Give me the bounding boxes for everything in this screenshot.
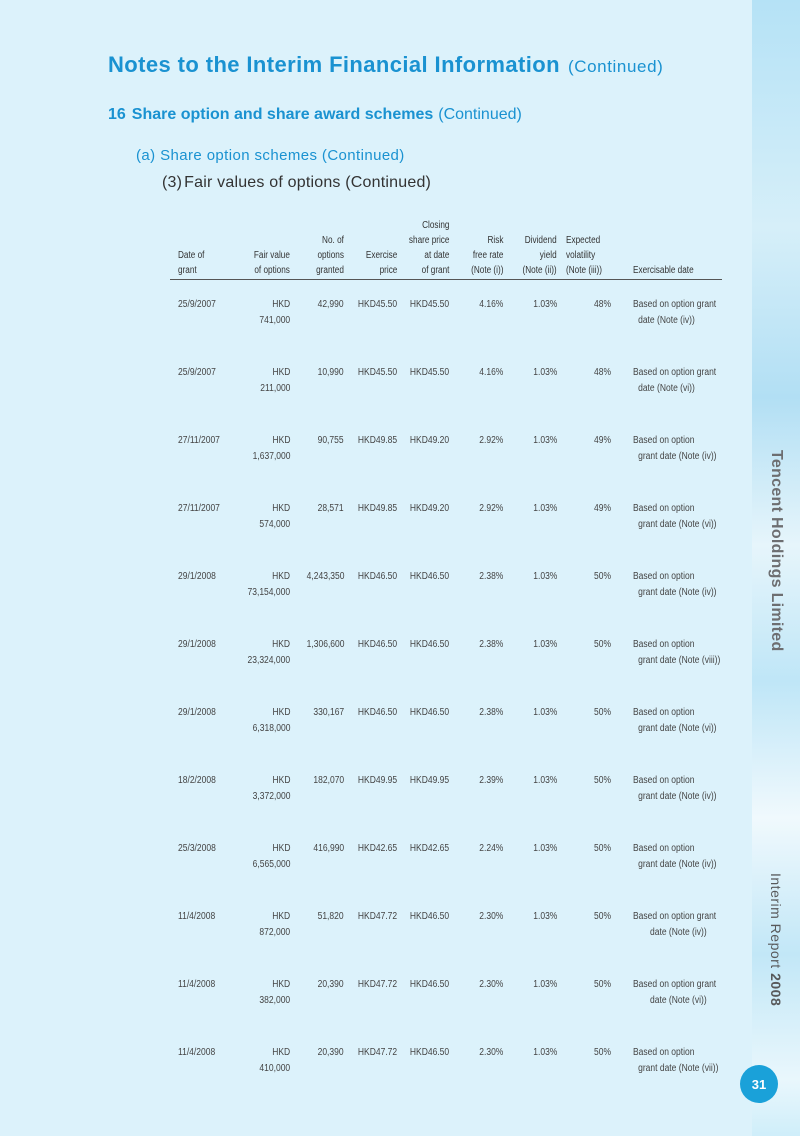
cell-closing-share-price: HKD46.50 [409,707,449,718]
cell-dividend-yield: 1.03% [532,1047,557,1058]
cell-fair-value: HKD 1,637,000 [252,435,290,462]
cell-fair-value: HKD 6,318,000 [252,707,290,734]
cell-date-of-grant: 25/3/2008 [178,843,216,854]
table-row [170,620,722,688]
cell-closing-share-price: HKD49.20 [409,503,449,514]
cell-expected-volatility: 50% [593,843,611,854]
cell-closing-share-price: HKD42.65 [409,843,449,854]
cell-closing-share-price: HKD46.50 [409,1047,449,1058]
section-suffix: (Continued) [438,106,522,123]
cell-dividend-yield: 1.03% [532,843,557,854]
cell-dividend-yield: 1.03% [532,299,557,310]
cell-fair-value: HKD 23,324,000 [247,639,290,666]
page-title [108,52,663,78]
cell-exercisable-date: Based on option grant date (Note (viii)) [633,639,721,666]
header-options-granted: No. of options granted [316,235,344,276]
cell-options-granted: 51,820 [317,911,344,922]
cell-closing-share-price: HKD49.95 [409,775,449,786]
cell-options-granted: 90,755 [317,435,344,446]
cell-date-of-grant: 11/4/2008 [178,911,216,922]
cell-expected-volatility: 50% [593,1047,611,1058]
cell-date-of-grant: 25/9/2007 [178,367,216,378]
cell-exercisable-date: Based on option grant date (Note (vi)) [633,707,717,734]
cell-dividend-yield: 1.03% [532,911,557,922]
cell-options-granted: 20,390 [317,979,344,990]
table-row [170,416,722,484]
cell-date-of-grant: 29/1/2008 [178,571,216,582]
table-row [170,756,722,824]
table-row [170,688,722,756]
cell-exercise-price: HKD45.50 [357,367,397,378]
cell-fair-value: HKD 382,000 [259,979,290,1006]
cell-closing-share-price: HKD45.50 [409,367,449,378]
header-expected-volatility: Expected volatility (Note (iii)) [566,235,602,276]
cell-closing-share-price: HKD46.50 [409,979,449,990]
cell-closing-share-price: HKD45.50 [409,299,449,310]
cell-expected-volatility: 48% [593,367,611,378]
table-row [170,892,722,960]
cell-risk-free-rate: 2.30% [478,911,503,922]
cell-closing-share-price: HKD46.50 [409,571,449,582]
cell-exercisable-date: Based on option grant date (Note (vi)) [633,367,717,394]
cell-risk-free-rate: 4.16% [478,367,503,378]
subsection-heading: (a) Share option schemes (Continued) [136,147,405,164]
cell-dividend-yield: 1.03% [532,435,557,446]
cell-options-granted: 330,167 [313,707,344,718]
cell-fair-value: HKD 3,372,000 [252,775,290,802]
cell-options-granted: 4,243,350 [306,571,344,582]
cell-fair-value: HKD 211,000 [259,367,290,394]
page-number-badge: 31 [740,1065,778,1103]
cell-risk-free-rate: 2.92% [478,435,503,446]
cell-exercise-price: HKD47.72 [357,1047,397,1058]
cell-date-of-grant: 18/2/2008 [178,775,216,786]
sidebar-company-name: Tencent Holdings Limited [768,450,785,652]
cell-risk-free-rate: 2.39% [478,775,503,786]
cell-expected-volatility: 50% [593,979,611,990]
cell-risk-free-rate: 2.30% [478,979,503,990]
cell-exercisable-date: Based on option grant date (Note (iv)) [633,299,717,326]
table-body [170,280,722,1096]
table-header [170,206,722,280]
cell-date-of-grant: 27/11/2007 [178,435,220,446]
cell-fair-value: HKD 741,000 [259,299,290,326]
cell-risk-free-rate: 2.38% [478,639,503,650]
cell-expected-volatility: 49% [593,435,611,446]
cell-fair-value: HKD 73,154,000 [247,571,290,598]
cell-closing-share-price: HKD46.50 [409,911,449,922]
cell-exercisable-date: Based on option grant date (Note (iv)) [633,775,717,802]
fair-values-table [170,206,722,1096]
section-heading [108,106,522,124]
cell-dividend-yield: 1.03% [532,571,557,582]
table-row [170,1028,722,1096]
page-title-suffix: (Continued) [567,57,664,76]
cell-exercise-price: HKD47.72 [357,979,397,990]
cell-risk-free-rate: 2.24% [478,843,503,854]
cell-options-granted: 42,990 [317,299,344,310]
cell-exercise-price: HKD46.50 [357,571,397,582]
cell-options-granted: 28,571 [317,503,344,514]
cell-exercise-price: HKD45.50 [357,299,397,310]
header-exercisable-date: Exercisable date [633,265,694,276]
table-row [170,484,722,552]
cell-date-of-grant: 27/11/2007 [178,503,220,514]
cell-fair-value: HKD 574,000 [259,503,290,530]
cell-options-granted: 182,070 [313,775,344,786]
cell-expected-volatility: 50% [593,911,611,922]
header-fair-value: Fair value of options [253,250,290,276]
cell-date-of-grant: 29/1/2008 [178,707,216,718]
cell-risk-free-rate: 2.92% [478,503,503,514]
cell-exercise-price: HKD49.95 [357,775,397,786]
sidebar-report-label: Interim Report [768,873,784,970]
cell-exercisable-date: Based on option grant date (Note (vi)) [633,979,717,1006]
sidebar-report-title [754,860,798,1020]
cell-date-of-grant: 29/1/2008 [178,639,216,650]
section-number: 16 [108,106,126,123]
subsubsection-label: Fair values of options (Continued) [184,174,432,191]
cell-date-of-grant: 11/4/2008 [178,1047,216,1058]
cell-exercisable-date: Based on option grant date (Note (iv)) [633,911,717,938]
table-row [170,552,722,620]
section-title: Share option and share award schemes [131,106,434,123]
cell-exercise-price: HKD46.50 [357,639,397,650]
subsubsection-heading [162,174,431,192]
cell-dividend-yield: 1.03% [532,707,557,718]
header-risk-free-rate: Risk free rate (Note (i)) [470,235,503,276]
cell-exercise-price: HKD42.65 [357,843,397,854]
cell-fair-value: HKD 410,000 [259,1047,290,1074]
header-closing-share-price: Closing share price at date of grant [408,220,449,276]
header-date-of-grant: Date of grant [178,250,205,276]
cell-exercisable-date: Based on option grant date (Note (iv)) [633,571,717,598]
subsubsection-number: (3) [162,174,183,191]
cell-risk-free-rate: 2.38% [478,707,503,718]
cell-exercisable-date: Based on option grant date (Note (vii)) [633,1047,719,1074]
cell-exercisable-date: Based on option grant date (Note (vi)) [633,503,717,530]
cell-fair-value: HKD 6,565,000 [252,843,290,870]
cell-date-of-grant: 25/9/2007 [178,299,216,310]
header-dividend-yield: Dividend yield (Note (ii)) [522,235,557,276]
cell-options-granted: 20,390 [317,1047,344,1058]
table-row [170,348,722,416]
page-title-main: Notes to the Interim Financial Information [108,52,560,77]
cell-expected-volatility: 50% [593,639,611,650]
header-exercise-price: Exercise price [365,250,397,276]
cell-risk-free-rate: 4.16% [478,299,503,310]
cell-closing-share-price: HKD49.20 [409,435,449,446]
cell-risk-free-rate: 2.30% [478,1047,503,1058]
cell-date-of-grant: 11/4/2008 [178,979,216,990]
cell-dividend-yield: 1.03% [532,503,557,514]
cell-expected-volatility: 50% [593,571,611,582]
cell-exercisable-date: Based on option grant date (Note (iv)) [633,435,717,462]
cell-dividend-yield: 1.03% [532,979,557,990]
cell-dividend-yield: 1.03% [532,639,557,650]
cell-exercise-price: HKD46.50 [357,707,397,718]
cell-exercise-price: HKD47.72 [357,911,397,922]
cell-options-granted: 1,306,600 [306,639,344,650]
table-row [170,960,722,1028]
cell-expected-volatility: 48% [593,299,611,310]
table-row [170,280,722,348]
table-row [170,824,722,892]
cell-expected-volatility: 50% [593,775,611,786]
cell-exercise-price: HKD49.85 [357,435,397,446]
cell-risk-free-rate: 2.38% [478,571,503,582]
cell-dividend-yield: 1.03% [532,775,557,786]
cell-options-granted: 416,990 [313,843,344,854]
cell-options-granted: 10,990 [317,367,344,378]
cell-expected-volatility: 50% [593,707,611,718]
cell-exercise-price: HKD49.85 [357,503,397,514]
cell-exercisable-date: Based on option grant date (Note (iv)) [633,843,717,870]
cell-expected-volatility: 49% [593,503,611,514]
sidebar-report-year: 2008 [768,973,784,1007]
cell-fair-value: HKD 872,000 [259,911,290,938]
cell-closing-share-price: HKD46.50 [409,639,449,650]
cell-dividend-yield: 1.03% [532,367,557,378]
